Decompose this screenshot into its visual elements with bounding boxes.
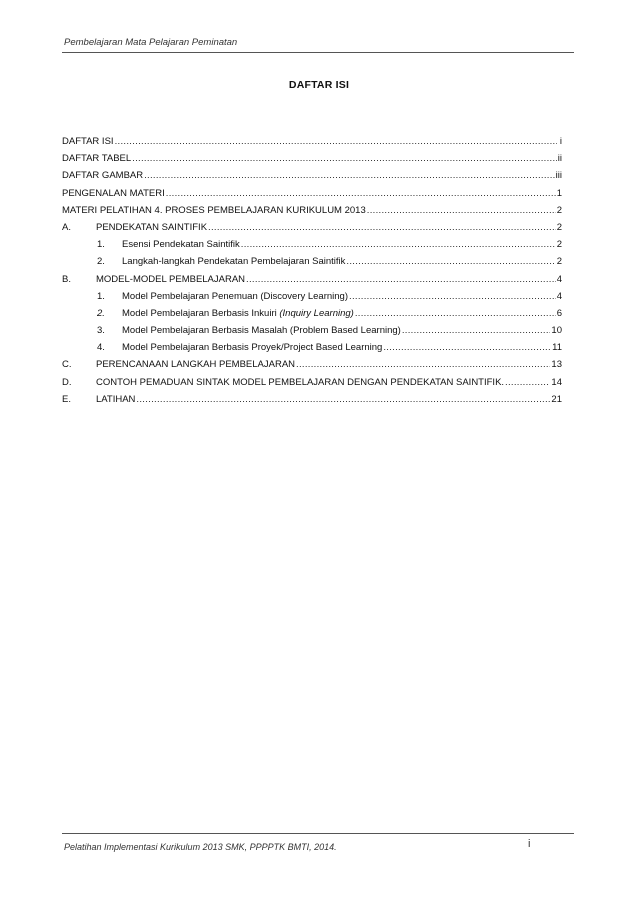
toc-entry-daftar-isi[interactable]	[62, 136, 562, 153]
toc-leader	[349, 291, 556, 302]
toc-label: DAFTAR GAMBAR	[62, 170, 144, 182]
toc-leader	[208, 222, 556, 233]
toc-section-letter: A.	[62, 221, 71, 233]
toc-leader	[166, 188, 556, 199]
page-header: Pembelajaran Mata Pelajaran Peminatan	[64, 37, 238, 48]
toc-label: MATERI PELATIHAN 4. PROSES PEMBELAJARAN KURIKULUM 2013	[62, 204, 366, 216]
toc-label: LATIHAN	[96, 393, 136, 405]
toc-page-number: 11	[552, 342, 562, 354]
toc-label: MODEL-MODEL PEMBELAJARAN	[96, 273, 246, 285]
toc-entry-b-2[interactable]	[62, 308, 562, 325]
toc-leader	[296, 359, 550, 370]
toc-page-number: 2	[556, 221, 562, 233]
toc-section-letter: D.	[62, 376, 72, 388]
toc-entry-section-c[interactable]	[62, 359, 562, 376]
toc-label: Model Pembelajaran Berbasis Masalah (Problem Based Learning)	[122, 325, 401, 337]
toc-leader	[144, 170, 555, 181]
toc-label: Model Pembelajaran Berbasis Proyek/Project Based Learning	[122, 342, 383, 354]
toc-label: PENDEKATAN SAINTIFIK	[96, 221, 208, 233]
toc-label: DAFTAR TABEL	[62, 153, 132, 165]
toc-leader	[246, 274, 556, 285]
toc-entry-section-a[interactable]	[62, 222, 562, 239]
toc-label: PENGENALAN MATERI	[62, 187, 165, 199]
footer-page-number: i	[528, 838, 531, 850]
header-divider	[62, 52, 574, 53]
toc-page-number: 2	[556, 204, 562, 216]
toc-label: PERENCANAAN LANGKAH PEMBELAJARAN	[96, 359, 296, 371]
toc-entry-materi-pelatihan[interactable]	[62, 205, 562, 222]
toc-page-number: 21	[551, 393, 562, 405]
toc-label: DAFTAR ISI	[62, 136, 114, 147]
toc-leader	[355, 308, 556, 319]
toc-entry-section-d[interactable]	[62, 377, 562, 394]
toc-page-number: 13	[551, 359, 562, 371]
toc-entry-a-2[interactable]	[62, 256, 562, 273]
toc-label: Esensi Pendekatan Saintifik	[122, 239, 240, 251]
toc-entry-b-4[interactable]	[62, 342, 562, 359]
toc-section-letter: C.	[62, 359, 72, 371]
toc-item-number: 2.	[97, 256, 105, 268]
toc-leader	[383, 342, 551, 353]
toc-page-number: iii	[555, 170, 562, 182]
toc-page-number: 4	[556, 290, 562, 302]
table-of-contents	[62, 136, 562, 411]
toc-page-number: ii	[557, 153, 562, 165]
toc-entry-b-3[interactable]	[62, 325, 562, 342]
toc-label: Langkah-langkah Pendekatan Pembelajaran Saintifik	[122, 256, 346, 268]
toc-item-number: 3.	[97, 325, 105, 337]
toc-item-number: 1.	[97, 290, 105, 302]
toc-page-number: 14	[551, 376, 562, 388]
page-footer: Pelatihan Implementasi Kurikulum 2013 SMK, PPPPTK BMTI, 2014.	[64, 842, 337, 852]
page-title: DAFTAR ISI	[288, 79, 350, 91]
toc-entry-section-b[interactable]	[62, 274, 562, 291]
toc-leader	[241, 239, 556, 250]
footer-divider	[62, 833, 574, 834]
toc-leader	[367, 205, 556, 216]
toc-label: CONTOH PEMADUAN SINTAK MODEL PEMBELAJARAN DENGAN PENDEKATAN SAINTIFIK.	[96, 376, 505, 388]
toc-item-number: 4.	[97, 342, 105, 354]
toc-label-italic: (Inquiry Learning)	[279, 307, 354, 319]
toc-label	[122, 308, 354, 319]
toc-leader	[346, 256, 555, 267]
toc-leader	[132, 153, 557, 164]
toc-entry-daftar-gambar[interactable]	[62, 170, 562, 187]
toc-page-number: 1	[556, 187, 562, 199]
toc-page-number: 6	[556, 307, 562, 319]
toc-entry-daftar-tabel[interactable]	[62, 153, 562, 170]
toc-page-number: 2	[556, 239, 562, 251]
toc-page-number: 4	[556, 273, 562, 285]
toc-entry-section-e[interactable]	[62, 394, 562, 411]
toc-leader	[115, 136, 557, 147]
toc-item-number: 2.	[97, 307, 105, 319]
toc-entry-b-1[interactable]	[62, 291, 562, 308]
toc-leader	[402, 325, 551, 336]
toc-item-number: 1.	[97, 239, 105, 251]
toc-leader	[505, 377, 550, 388]
toc-leader	[136, 394, 550, 405]
toc-page-number: i	[559, 136, 562, 147]
toc-section-letter: B.	[62, 273, 71, 285]
toc-label-main: Model Pembelajaran Berbasis Inkuiri	[122, 307, 280, 319]
toc-entry-a-1[interactable]	[62, 239, 562, 256]
toc-label: Model Pembelajaran Penemuan (Discovery Learning)	[122, 290, 349, 302]
toc-entry-pengenalan-materi[interactable]	[62, 188, 562, 205]
toc-page-number: 2	[556, 256, 562, 268]
toc-page-number: 10	[551, 325, 562, 337]
toc-section-letter: E.	[62, 393, 71, 405]
